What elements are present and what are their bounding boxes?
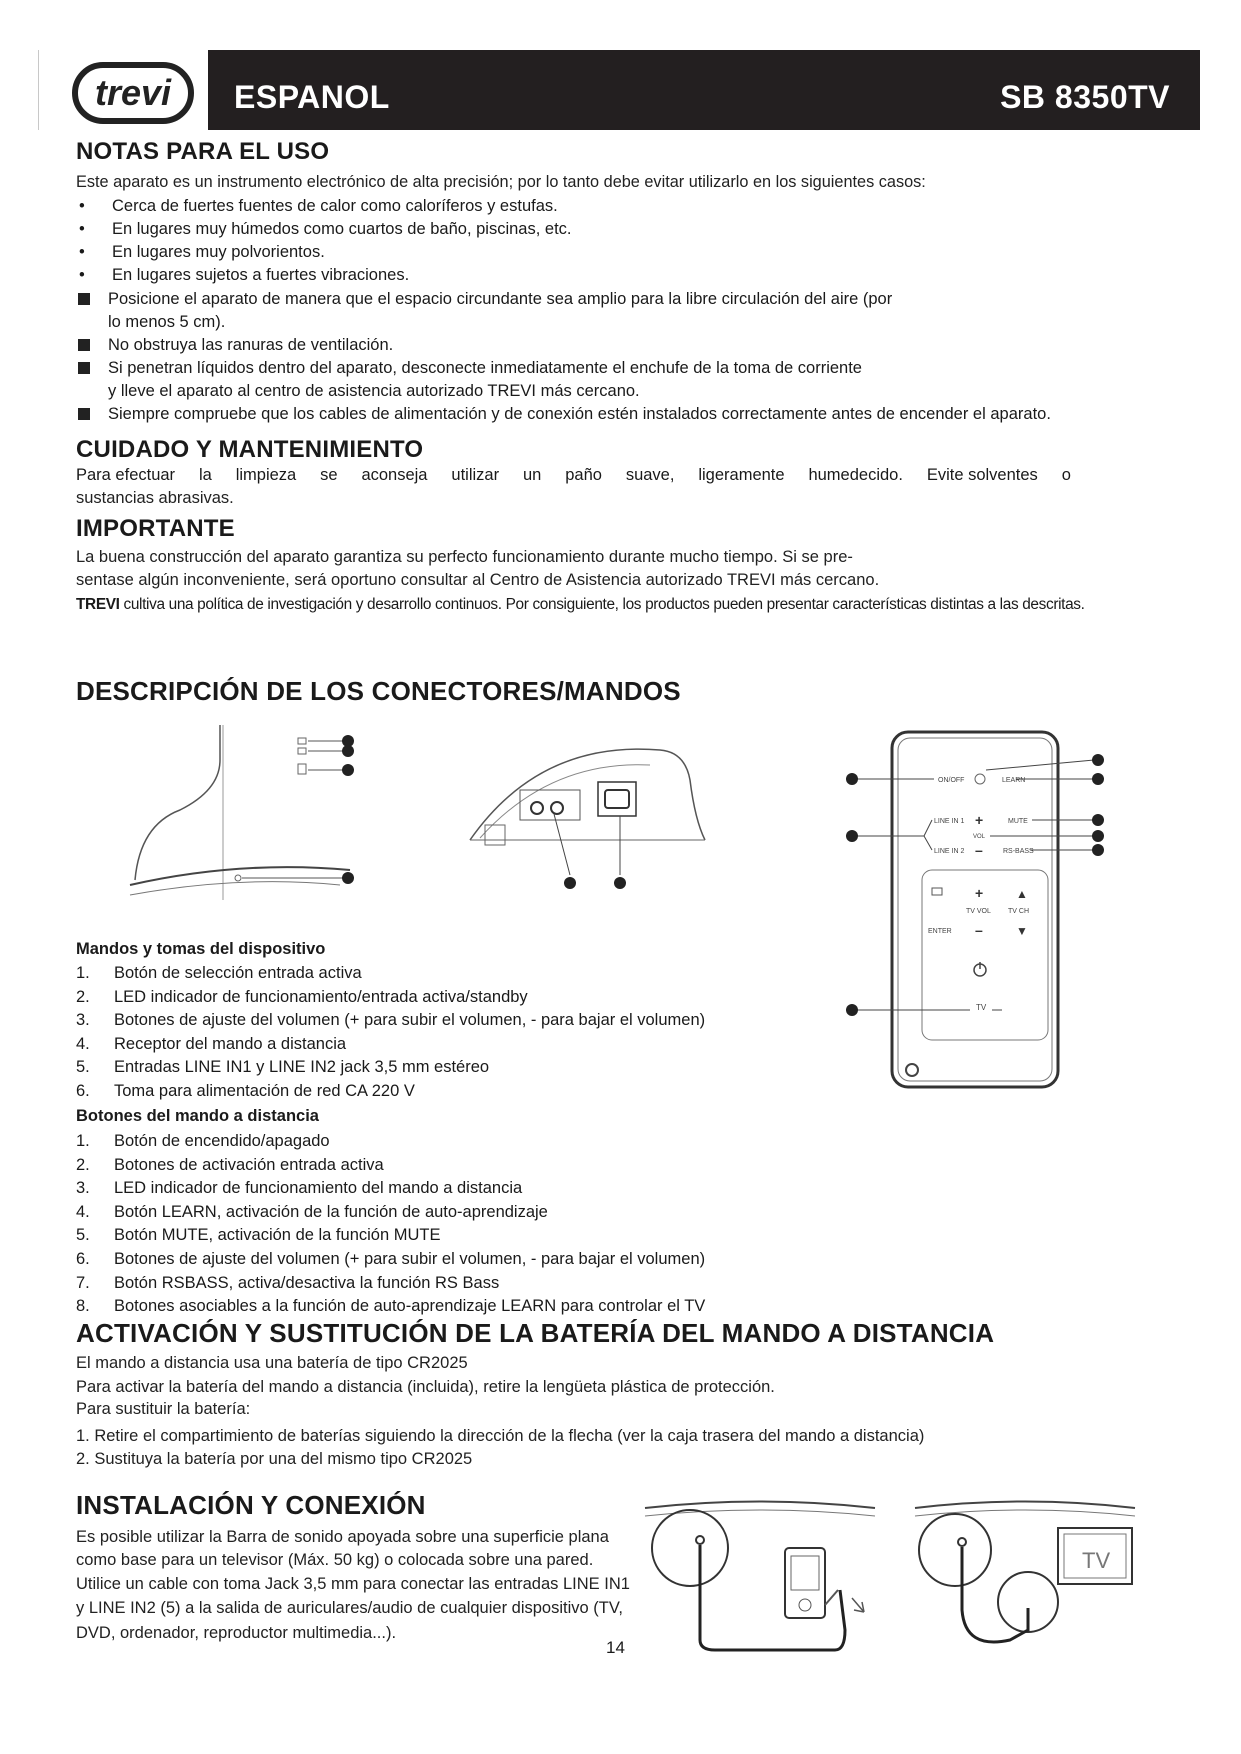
remote-input-icon [932, 888, 942, 895]
list-item: No obstruya las ranuras de ventilación. [76, 334, 896, 357]
svg-text:+: + [975, 885, 984, 901]
callout-2-icon [342, 745, 354, 757]
device-controls-heading: Mandos y tomas del dispositivo [76, 940, 326, 958]
list-item: 3. Botones de ajuste del volumen (+ para subir el volumen, - para bajar el volumen) [76, 1011, 706, 1030]
descripcion-title: DESCRIPCIÓN DE LOS CONECTORES/MANDOS [76, 676, 681, 706]
list-item: • Cerca de fuertes fuentes de calor como caloríferos y estufas. [79, 197, 558, 215]
list-item: 3. LED indicador de funcionamiento del mando a distancia [76, 1179, 523, 1198]
svg-text:–: – [975, 922, 983, 938]
list-item: 8. Botones asociables a la función de auto-aprendizaje LEARN para controlar el TV [76, 1297, 706, 1316]
list-item: Siempre compruebe que los cables de alimentación y de conexión estén instalados correctamente antes de encender el aparato. [76, 403, 1108, 426]
remote-callout-6-icon [1092, 830, 1104, 842]
svg-text:–: – [975, 842, 983, 858]
importante-text-line1: La buena construcción del aparato garantiza su perfecto funcionamiento durante mucho tiempo. Si se pre- [76, 548, 853, 566]
insert-arrow-icon [852, 1598, 864, 1612]
bateria-line: 1. Retire el compartimiento de baterías siguiendo la dirección de la flecha (ver la caja trasera del mando a distancia) [76, 1427, 925, 1445]
list-item: 4. Receptor del mando a distancia [76, 1034, 347, 1053]
list-item: 2. LED indicador de funcionamiento/entrada activa/standby [76, 987, 528, 1006]
list-item: 5. Entradas LINE IN1 y LINE IN2 jack 3,5 mm estéreo [76, 1058, 490, 1077]
list-item: • En lugares muy húmedos como cuartos de baño, piscinas, etc. [79, 220, 572, 238]
bateria-line: El mando a distancia usa una batería de tipo CR2025 [76, 1354, 468, 1372]
callout-3-icon [342, 764, 354, 776]
list-item: Posicione el aparato de manera que el espacio circundante sea amplio para la libre circulación del aire (por lo menos 5 cm). [76, 288, 896, 334]
remote-callout-4-icon [1092, 773, 1104, 785]
remote-callout-7-icon [1092, 844, 1104, 856]
remote-enter-label: ENTER [928, 928, 952, 935]
list-item: 2. Botones de activación entrada activa [76, 1155, 384, 1174]
list-item: 5. Botón MUTE, activación de la función MUTE [76, 1226, 441, 1245]
notas-intro: Este aparato es un instrumento electrónico de alta precisión; por lo tanto debe evitar utilizarlo en los siguientes casos: [76, 173, 926, 191]
remote-callout-1-icon [846, 773, 858, 785]
remote-buttons-heading: Botones del mando a distancia [76, 1107, 319, 1125]
svg-text:▼: ▼ [1016, 924, 1028, 938]
svg-text:+: + [975, 812, 984, 828]
list-item: 6. Botones de ajuste del volumen (+ para subir el volumen, - para bajar el volumen) [76, 1249, 706, 1268]
connection-media-player-illustration [640, 1490, 880, 1670]
list-item: 1. Botón de selección entrada activa [76, 964, 362, 982]
remote-callout-5-icon [1092, 814, 1104, 826]
remote-control-illustration [840, 720, 1110, 1100]
connection-tv-illustration [910, 1490, 1140, 1670]
remote-line-in2-label: LINE IN 2 [934, 848, 965, 855]
remote-tv-vol-label: TV VOL [966, 908, 991, 915]
callout-6-icon [614, 877, 626, 889]
model-label: SB 8350TV [1000, 79, 1170, 115]
instalacion-line: Utilice un cable con toma Jack 3,5 mm para conectar las entradas LINE IN1 [76, 1575, 630, 1593]
trevi-policy-text: TREVI cultiva una política de investigación y desarrollo continuos. Por consiguiente, los productos pueden presentar características distintas a las descritas. [76, 596, 1085, 613]
language-label: ESPANOL [234, 79, 390, 115]
instalacion-line: DVD, ordenador, reproductor multimedia...). [76, 1624, 397, 1642]
callout-5-icon [564, 877, 576, 889]
instalacion-line: y LINE IN2 (5) a la salida de auriculares/audio de cualquier dispositivo (TV, [76, 1599, 623, 1617]
device-controls-list [76, 962, 705, 1104]
device-side-illustration [120, 720, 370, 900]
notas-square-list [76, 288, 1051, 426]
tv-label: TV [1082, 1548, 1111, 1573]
list-item: • En lugares sujetos a fuertes vibraciones. [79, 266, 410, 284]
list-item: 6. Toma para alimentación de red CA 220 V [76, 1081, 415, 1100]
list-item: 4. Botón LEARN, activación de la función de auto-aprendizaje [76, 1202, 548, 1221]
list-item: 7. Botón RSBASS, activa/desactiva la función RS Bass [76, 1273, 500, 1292]
remote-line-in1-label: LINE IN 1 [934, 818, 965, 825]
notas-title: NOTAS PARA EL USO [76, 138, 330, 165]
remote-onoff-label: ON/OFF [938, 777, 965, 784]
notas-bullet-list [76, 195, 572, 287]
cuidado-title: CUIDADO Y MANTENIMIENTO [76, 436, 424, 463]
page-number: 14 [606, 1638, 625, 1657]
callout-4-icon [342, 872, 354, 884]
remote-callout-8-icon [846, 1004, 858, 1016]
importante-title: IMPORTANTE [76, 515, 235, 542]
bateria-line: Para activar la batería del mando a distancia (incluida), retire la lengüeta plástica de protección. [76, 1378, 775, 1396]
remote-tv-ch-label: TV CH [1008, 908, 1029, 915]
remote-learn-label: LEARN [1002, 777, 1026, 784]
trevi-logo [72, 62, 194, 124]
bateria-line: Para sustituir la batería: [76, 1400, 251, 1418]
remote-buttons-list [76, 1130, 705, 1319]
remote-vol-label: VOL [973, 834, 986, 840]
svg-text:▲: ▲ [1016, 887, 1028, 901]
bateria-title: ACTIVACIÓN Y SUSTITUCIÓN DE LA BATERÍA DEL MANDO A DISTANCIA [76, 1318, 995, 1348]
list-item: • En lugares muy polvorientos. [79, 243, 325, 261]
remote-tv-label: TV [976, 1003, 987, 1012]
cuidado-text-line1: Para efectuar la limpieza se aconseja utilizar un paño suave, ligeramente humedecido. Evite solventes o [76, 466, 1071, 484]
remote-tv-power-icon [974, 962, 986, 976]
list-item: 1. Botón de encendido/apagado [76, 1132, 330, 1150]
bateria-line: 2. Sustituya la batería por una del mismo tipo CR2025 [76, 1450, 473, 1468]
logo-text: trevi [94, 72, 172, 113]
instalacion-title: INSTALACIÓN Y CONEXIÓN [76, 1490, 426, 1520]
remote-callout-2-icon [846, 830, 858, 842]
cuidado-text-line2: sustancias abrasivas. [76, 489, 234, 507]
list-item: Si penetran líquidos dentro del aparato, desconecte inmediatamente el enchufe de la toma de corriente y lleve el aparato al centro de asistencia autorizado TREVI más cercano. [76, 357, 868, 403]
header-bar [208, 50, 1200, 130]
trevi-brand: TREVI [76, 596, 120, 613]
remote-callout-3-icon [1092, 754, 1104, 766]
instalacion-line: Es posible utilizar la Barra de sonido apoyada sobre una superficie plana [76, 1528, 609, 1546]
importante-text-line2: sentase algún inconveniente, será oportuno consultar al Centro de Asistencia autorizado TREVI más cercano. [76, 571, 880, 589]
remote-mute-label: MUTE [1008, 818, 1028, 825]
remote-rsbass-label: RS-BASS [1003, 848, 1034, 855]
instalacion-line: como base para un televisor (Máx. 50 kg) o colocada sobre una pared. [76, 1551, 594, 1569]
device-rear-illustration [460, 720, 710, 900]
page-margin-line [38, 50, 39, 130]
